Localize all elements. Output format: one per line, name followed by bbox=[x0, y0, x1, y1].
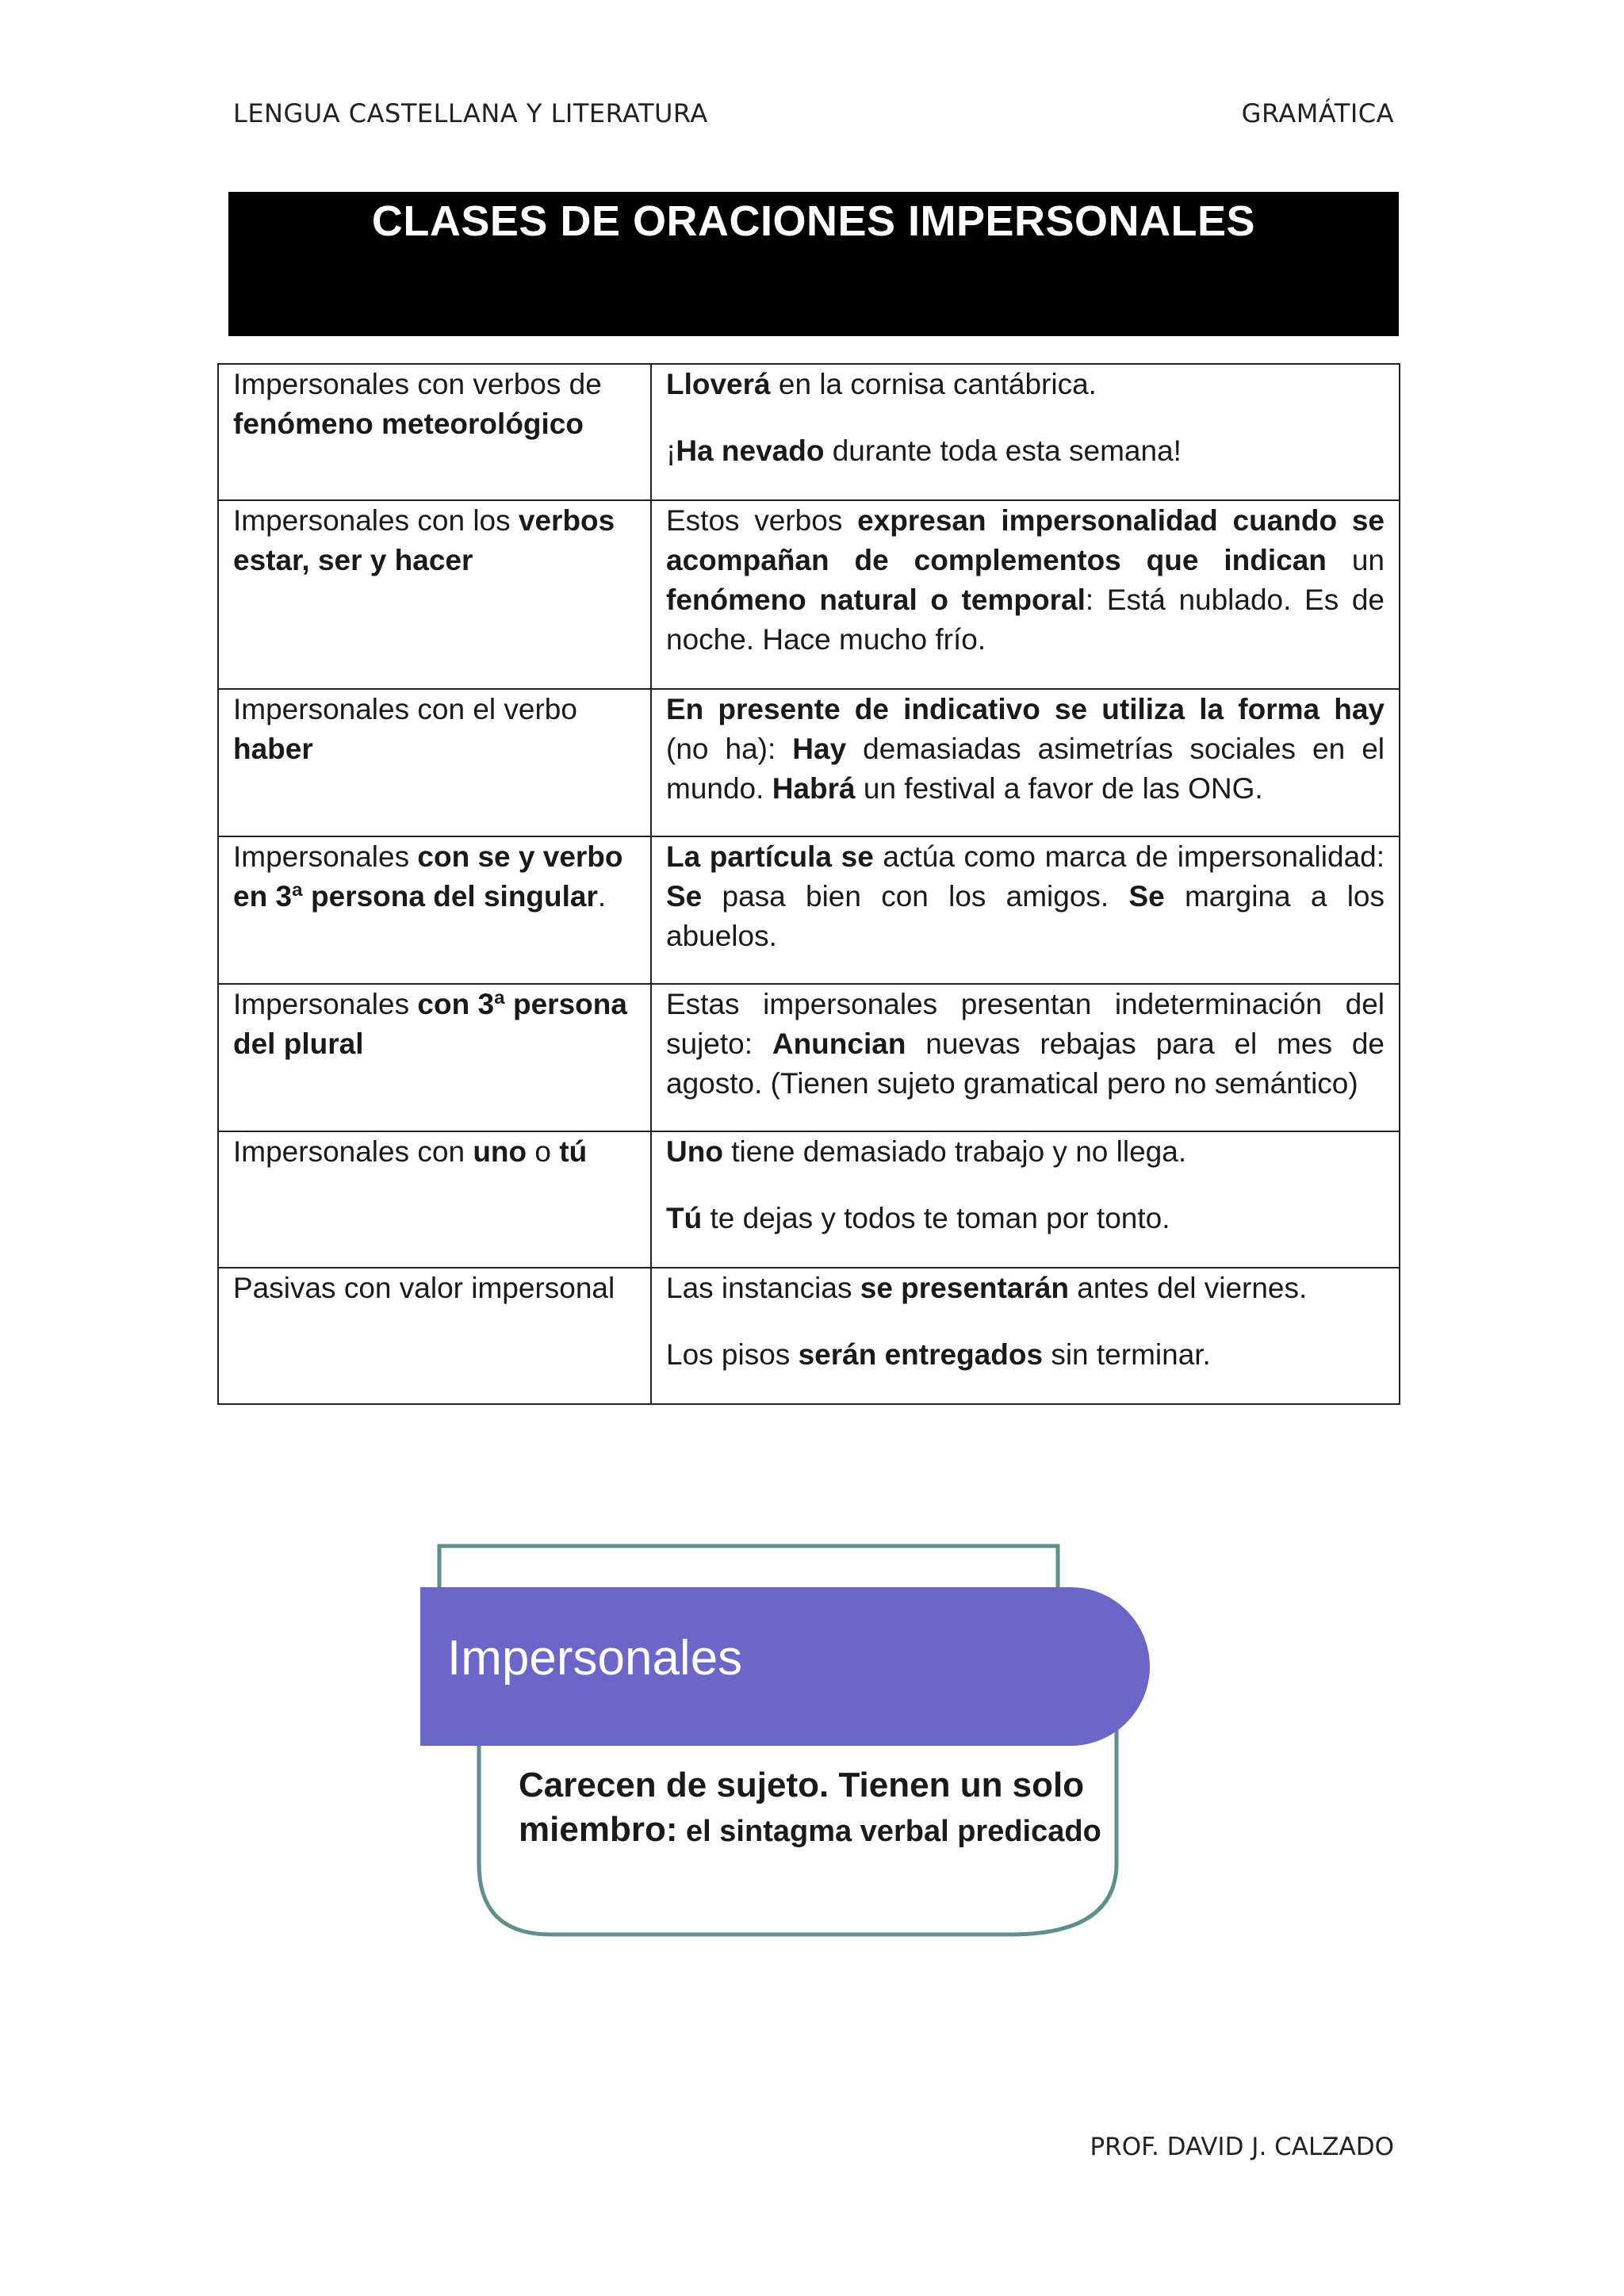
text-run: Impersonales con los bbox=[233, 504, 519, 537]
text-run: Impersonales con bbox=[233, 1135, 473, 1168]
bold-text: En presente de indicativo se utiliza la forma hay bbox=[666, 693, 1385, 725]
footer-author: PROF. DAVID J. CALZADO bbox=[1090, 2133, 1394, 2161]
text-run: Los pisos bbox=[666, 1338, 799, 1371]
bold-text: Anuncian bbox=[772, 1027, 906, 1060]
diagram-description bbox=[519, 1763, 1153, 1854]
example-paragraph bbox=[666, 431, 1385, 471]
example-cell bbox=[651, 500, 1400, 689]
type-cell bbox=[218, 364, 651, 500]
table-row bbox=[218, 1131, 1400, 1268]
bold-text: Ha nevado bbox=[676, 434, 825, 467]
example-cell bbox=[651, 1131, 1400, 1268]
bold-text: verbos estar, ser y hacer bbox=[233, 504, 615, 576]
table-row bbox=[218, 836, 1400, 984]
example-cell bbox=[651, 364, 1400, 500]
text-run: Impersonales bbox=[233, 840, 418, 873]
example-paragraph bbox=[666, 501, 1385, 660]
diagram-sub-text: el sintagma verbal predicado bbox=[677, 1815, 1101, 1848]
bold-text: expresan impersonalidad cuando se acompañan de complementos que indican bbox=[666, 504, 1385, 576]
diagram-underline bbox=[420, 1728, 1075, 1732]
text-run: nuevas rebajas para el mes de agosto. (Tienen sujeto gramatical pero no semántico) bbox=[666, 1027, 1385, 1100]
text-run: o bbox=[527, 1135, 560, 1168]
bold-text: con se y verbo en 3ª persona del singular bbox=[233, 840, 623, 913]
type-cell bbox=[218, 1268, 651, 1404]
diagram-main-text: Carecen de sujeto. Tienen un solo miembro: bbox=[519, 1766, 1085, 1849]
example-paragraph bbox=[666, 690, 1385, 809]
text-run: Estas impersonales presentan indeterminación del sujeto: bbox=[666, 988, 1385, 1060]
bold-text: tú bbox=[559, 1135, 588, 1168]
table-row bbox=[218, 1268, 1400, 1404]
text-run: actúa como marca de impersonalidad: bbox=[873, 840, 1385, 873]
text-run: Estos verbos bbox=[666, 504, 858, 537]
bold-text: La partícula se bbox=[666, 840, 874, 873]
type-cell bbox=[218, 500, 651, 689]
bold-text: Tú bbox=[666, 1202, 703, 1234]
header-subject: LENGUA CASTELLANA Y LITERATURA bbox=[233, 98, 708, 128]
example-paragraph bbox=[666, 1335, 1385, 1375]
example-paragraph bbox=[666, 1199, 1385, 1238]
example-paragraph bbox=[666, 985, 1385, 1104]
diagram-label: Impersonales bbox=[447, 1631, 743, 1686]
bold-text: fenómeno meteorológico bbox=[233, 408, 584, 440]
bold-text: uno bbox=[473, 1135, 527, 1168]
bold-text: Lloverá bbox=[666, 368, 771, 400]
header-topic: GRAMÁTICA bbox=[1241, 98, 1394, 128]
text-run: antes del viernes. bbox=[1069, 1272, 1308, 1304]
text-run: sin terminar. bbox=[1043, 1338, 1211, 1371]
diagram-shapes bbox=[412, 1538, 1205, 1950]
example-cell bbox=[651, 689, 1400, 836]
text-run: en la cornisa cantábrica. bbox=[770, 368, 1097, 400]
type-cell bbox=[218, 984, 651, 1131]
bold-text: Hay bbox=[792, 733, 847, 765]
bold-text: haber bbox=[233, 733, 313, 765]
text-run: margina a los abuelos. bbox=[666, 880, 1385, 952]
example-paragraph bbox=[666, 365, 1385, 404]
example-paragraph bbox=[666, 1269, 1385, 1308]
text-run: Impersonales con el verbo bbox=[233, 693, 577, 725]
table-row bbox=[218, 689, 1400, 836]
type-cell bbox=[218, 836, 651, 984]
example-cell bbox=[651, 984, 1400, 1131]
text-run: Impersonales bbox=[233, 988, 418, 1020]
impersonales-diagram bbox=[412, 1538, 1205, 1950]
table-row bbox=[218, 984, 1400, 1131]
text-run: . bbox=[597, 880, 607, 913]
text-run: ¡ bbox=[666, 434, 676, 467]
text-run: un festival a favor de las ONG. bbox=[855, 772, 1263, 805]
impersonal-types-table bbox=[217, 363, 1400, 1405]
text-run: Pasivas con valor impersonal bbox=[233, 1272, 615, 1304]
bold-text: serán entregados bbox=[798, 1338, 1044, 1371]
text-run: durante toda esta semana! bbox=[824, 434, 1182, 467]
text-run: pasa bien con los amigos. bbox=[702, 880, 1129, 913]
example-paragraph bbox=[666, 1132, 1385, 1172]
text-run: Impersonales con verbos de bbox=[233, 368, 602, 400]
example-paragraph bbox=[666, 837, 1385, 956]
bold-text: se presentarán bbox=[860, 1272, 1069, 1304]
page-title: CLASES DE ORACIONES IMPERSONALES bbox=[371, 197, 1256, 245]
example-cell bbox=[651, 836, 1400, 984]
example-cell bbox=[651, 1268, 1400, 1404]
bold-text: Habrá bbox=[772, 772, 856, 805]
bold-text: fenómeno natural o temporal bbox=[666, 584, 1086, 616]
bold-text: Se bbox=[1128, 880, 1165, 913]
text-run: demasiadas asimetrías sociales en el mundo. bbox=[666, 733, 1385, 805]
text-run: tiene demasiado trabajo y no llega. bbox=[722, 1135, 1187, 1168]
text-run: Las instancias bbox=[666, 1272, 860, 1304]
type-cell bbox=[218, 689, 651, 836]
table-row bbox=[218, 500, 1400, 689]
text-run: (no ha): bbox=[666, 733, 793, 765]
type-cell bbox=[218, 1131, 651, 1268]
text-run: un bbox=[1326, 544, 1385, 576]
bold-text: Uno bbox=[666, 1135, 723, 1168]
title-banner bbox=[228, 192, 1399, 336]
bold-text: Se bbox=[666, 880, 703, 913]
table-row bbox=[218, 364, 1400, 500]
text-run: te dejas y todos te toman por tonto. bbox=[702, 1202, 1170, 1234]
text-run: : Está nublado. Es de noche. Hace mucho frío. bbox=[666, 584, 1385, 656]
bold-text: con 3ª persona del plural bbox=[233, 988, 627, 1060]
